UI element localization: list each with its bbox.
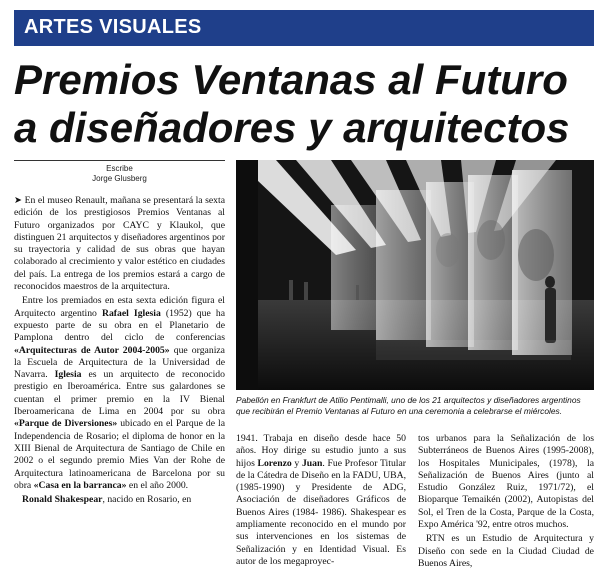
pavilion-photo xyxy=(236,160,594,390)
article-column-1 xyxy=(14,195,225,508)
section-label: ARTES VISUALES xyxy=(24,16,202,38)
article-paragraph: 1941. Trabaja en diseño desde hace 50 años. Hoy dirige su estudio junto a sus hijos Lorenzo y Juan. Fue Profesor Titular de la Cátedra de Diseño en la FADU, UBA, (1985-1990) y Presidente de ADG, Asociación de diseñadores Gráficos de Buenos Aires (1984- 1986). Shakespear es ampliamente reconocido en el mundo por sus intervenciones en los sistemas de Señalización y en Identidad Visual. Es autor de los megaproyec- xyxy=(236,433,407,567)
section-header-bar xyxy=(14,10,594,46)
byline-label: Escribe xyxy=(106,164,133,173)
headline-line-1: Premios Ventanas al Futuro xyxy=(14,56,568,103)
article-paragraph: ➤ En el museo Renault, mañana se presentará la sexta edición de los prestigiosos Premios Ventanas al Futuro organizados por CAYC y Klaukol, que distinguen 21 arquitectos y diseñadores argentinos por su trayectoria y calidad de sus obras que hayan colaborado al crecimiento y valor estético en ciudades del país. La entrega de los premios estará a cargo de reconocidos maestros de la arquitectura. xyxy=(14,195,225,293)
headline xyxy=(14,56,594,152)
photo-caption: Pabellón en Frankfurt de Atilio Pentimalli, uno de los 21 arquitectos y diseñadores argentinos que recibirán el Premio Ventanas al Futuro en una ceremonia a celebrarse el miércoles. xyxy=(236,395,581,416)
article-paragraph: Ronald Shakespear, nacido en Rosario, en xyxy=(22,494,192,506)
article-column-3 xyxy=(418,433,594,572)
article-paragraph: Entre los premiados en esta sexta edición figura el Arquitecto argentino Rafael Iglesia (1952) que ha expuesto parte de su obra en el Planetario de Pamplona dentro del ciclo de conferencias «Arquitecturas de Autor 2004-2005» que organiza la Escuela de Arquitectura de la Universidad de Navarra. Iglesia es un arquitecto de reconocido prestigio en Iberoamérica. Entre sus galardones se cuentan el primer premio en la IV Bienal Iberoamericana de Lima en 2004 por su obra «Parque de Diversiones» ubicado en el Parque de la Independencia de Rosario; el diploma de honor en la XIII Bienal de Arquitectura de Santiago de Chile en 2002 o el segundo premio Mies Van der Rohe de Arquitectura latinoamericana de Barcelona por su obra «Casa en la barranca» en el año 2000. xyxy=(14,295,225,491)
article-paragraph: RTN es un Estudio de Arquitectura y Diseño con sede en la Ciudad Ciudad de Buenos Aires, xyxy=(418,533,594,569)
article-column-2 xyxy=(236,433,406,570)
byline-author: Jorge Glusberg xyxy=(92,174,147,183)
article-paragraph: tos urbanos para la Señalización de los Subterráneos de Buenos Aires (1995-2008), los Hospitales Municipales, (1978), la Señalización de Buenos Aires (junto al Estudio González Ruiz, 1971/72), el Bioparque Temaikén (2002), Autopistas del Sol, el Tren de la Costa, Parque de la Costa, Expo América '92, entre otros muchos. xyxy=(418,433,594,531)
byline xyxy=(14,160,225,184)
headline-line-2: a diseñadores y arquitectos xyxy=(14,104,570,151)
